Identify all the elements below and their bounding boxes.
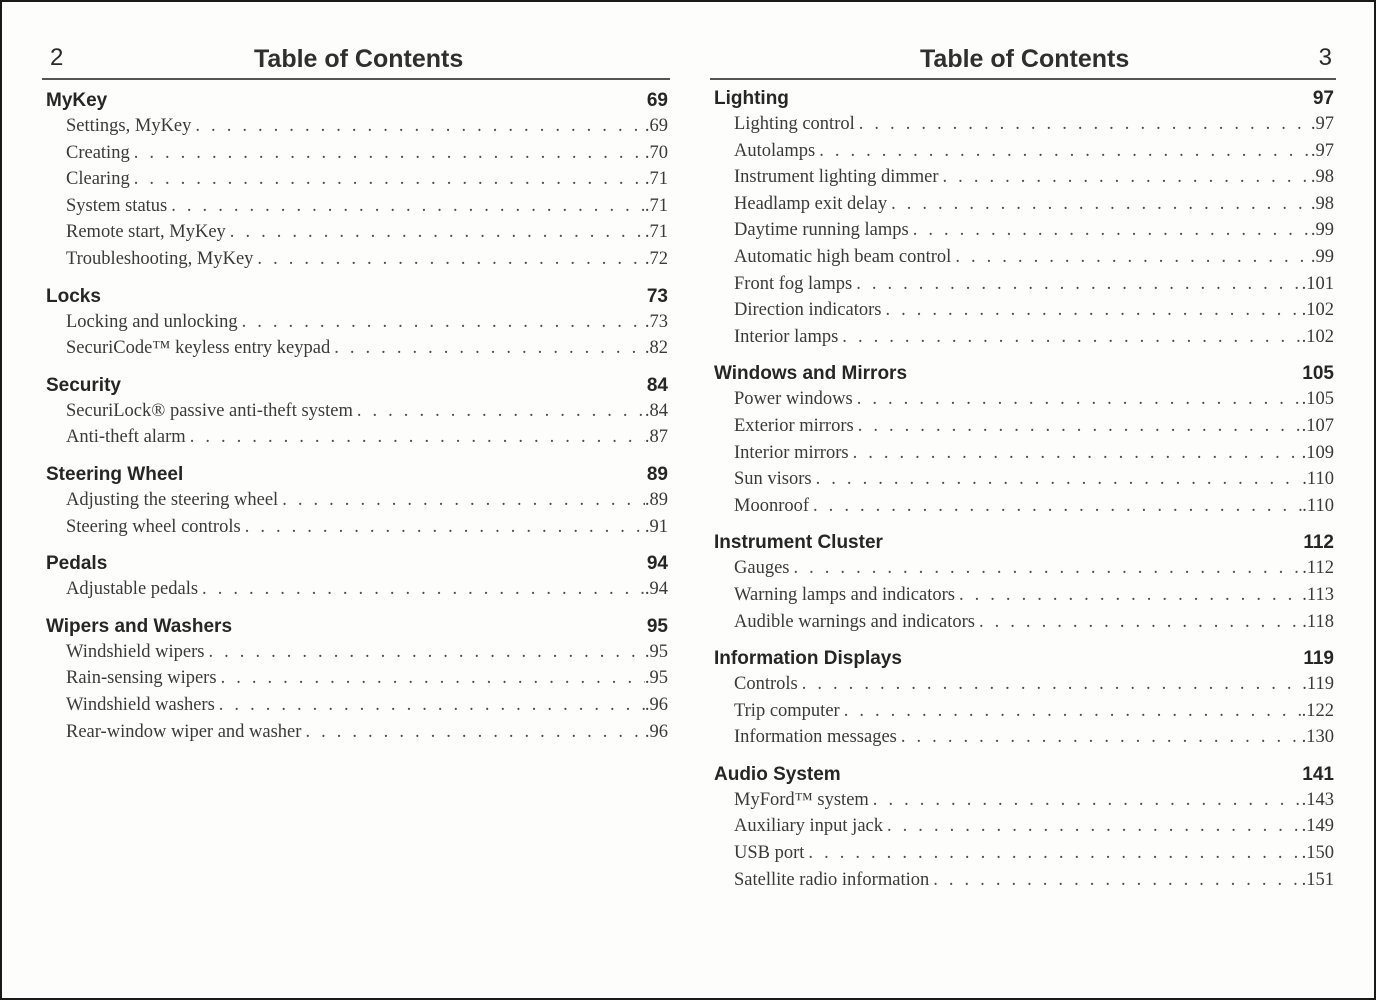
entry-page-number: .118	[1302, 611, 1334, 632]
dot-leader	[226, 222, 645, 243]
toc-entry[interactable]	[710, 674, 1336, 701]
section-heading[interactable]	[710, 648, 1336, 674]
section-page-number: 97	[1312, 88, 1334, 109]
dot-leader	[869, 790, 1302, 811]
toc-entry[interactable]	[710, 327, 1336, 354]
toc-entry[interactable]	[42, 249, 670, 276]
entry-title: Information messages	[734, 727, 897, 748]
entry-title: SecuriLock® passive anti-theft system	[66, 400, 353, 421]
entry-title: MyFord™ system	[734, 789, 869, 810]
entry-title: Windshield wipers	[66, 641, 205, 662]
entry-title: Audible warnings and indicators	[734, 611, 975, 632]
entry-title: Automatic high beam control	[734, 246, 952, 267]
entry-title: Locking and unlocking	[66, 311, 238, 332]
entry-page-number: .99	[1310, 246, 1334, 267]
dot-leader	[278, 490, 645, 511]
entry-page-number: .143	[1301, 789, 1334, 810]
entry-title: Anti-theft alarm	[66, 427, 186, 448]
dot-leader	[789, 558, 1302, 579]
toc-entry[interactable]	[42, 312, 670, 339]
entry-title: Settings, MyKey	[66, 116, 192, 136]
section-title: Lighting	[714, 88, 789, 109]
left-page-title: Table of Contents	[254, 45, 464, 73]
dot-leader	[809, 496, 1302, 517]
entry-page-number: .130	[1301, 727, 1334, 748]
toc-section	[42, 375, 670, 454]
section-heading[interactable]	[42, 464, 670, 490]
section-page-number: 112	[1303, 532, 1334, 554]
entry-title: Steering wheel controls	[66, 516, 241, 537]
toc-entry[interactable]	[710, 585, 1336, 612]
entry-page-number: .89	[644, 489, 668, 510]
entry-title: System status	[66, 195, 168, 216]
entry-page-number: .109	[1301, 442, 1334, 463]
entry-page-number: .95	[644, 641, 668, 662]
toc-entry[interactable]	[42, 668, 670, 695]
entry-page-number: .113	[1302, 584, 1334, 605]
left-toc-list	[42, 90, 670, 758]
section-heading[interactable]	[710, 532, 1336, 558]
toc-entry[interactable]	[42, 338, 670, 365]
toc-section	[710, 532, 1336, 638]
section-title: Instrument Cluster	[714, 532, 883, 554]
right-page-title: Table of Contents	[920, 45, 1130, 73]
toc-entry[interactable]	[42, 490, 670, 517]
entry-page-number: .96	[644, 694, 668, 715]
entry-page-number: .98	[1310, 193, 1334, 214]
toc-entry[interactable]	[42, 143, 670, 170]
entry-page-number: .95	[644, 668, 668, 689]
dot-leader	[217, 668, 645, 689]
dot-leader	[939, 167, 1311, 188]
entry-title: Satellite radio information	[734, 869, 930, 890]
section-page-number: 89	[646, 463, 668, 485]
section-page-number: 141	[1302, 763, 1334, 785]
dot-leader	[883, 816, 1302, 837]
section-heading[interactable]	[42, 616, 670, 642]
entry-page-number: .97	[1310, 114, 1334, 134]
toc-entry[interactable]	[42, 722, 670, 749]
dot-leader	[205, 642, 645, 663]
section-heading[interactable]	[42, 90, 670, 116]
dot-leader	[191, 116, 644, 137]
section-heading[interactable]	[42, 553, 670, 579]
entry-title: Daytime running lamps	[734, 220, 909, 241]
dot-leader	[330, 338, 645, 359]
toc-section	[42, 464, 670, 543]
left-page-header	[42, 44, 670, 80]
toc-entry[interactable]	[710, 469, 1336, 496]
toc-entry[interactable]	[710, 612, 1336, 639]
dot-leader	[215, 695, 645, 716]
section-heading[interactable]	[710, 363, 1336, 389]
toc-entry[interactable]	[42, 169, 670, 196]
entry-page-number: .69	[644, 116, 668, 136]
dot-leader	[804, 843, 1301, 864]
entry-title: Rear-window wiper and washer	[66, 721, 302, 742]
entry-page-number: .84	[644, 400, 668, 421]
entry-page-number: .107	[1301, 415, 1334, 436]
section-title: Wipers and Washers	[46, 615, 233, 637]
toc-entry[interactable]	[710, 816, 1336, 843]
entry-page-number: .150	[1301, 843, 1334, 864]
dot-leader	[897, 727, 1302, 748]
entry-title: Lighting control	[734, 114, 855, 134]
dot-leader	[838, 327, 1301, 348]
entry-page-number: .102	[1301, 300, 1334, 321]
toc-entry[interactable]	[710, 870, 1336, 897]
dot-leader	[353, 401, 645, 422]
entry-title: Interior lamps	[734, 326, 839, 347]
dot-leader	[909, 220, 1311, 241]
entry-page-number: .122	[1301, 700, 1334, 721]
toc-entry[interactable]	[42, 116, 670, 143]
toc-entry[interactable]	[710, 790, 1336, 817]
section-page-number: 105	[1302, 363, 1334, 385]
entry-page-number: .91	[644, 516, 668, 537]
entry-title: USB port	[734, 843, 805, 864]
dot-leader	[798, 674, 1303, 695]
entry-page-number: .98	[1310, 167, 1334, 188]
entry-page-number: .101	[1301, 273, 1334, 294]
section-heading[interactable]	[42, 286, 670, 312]
toc-entry[interactable]	[710, 558, 1336, 585]
toc-entry[interactable]	[710, 274, 1336, 301]
entry-page-number: .97	[1310, 140, 1334, 161]
toc-section	[710, 764, 1336, 896]
entry-title: Interior mirrors	[734, 442, 849, 463]
entry-page-number: .99	[1310, 220, 1334, 241]
section-title: Audio System	[714, 763, 841, 785]
entry-title: Warning lamps and indicators	[734, 584, 955, 605]
toc-entry[interactable]	[710, 247, 1336, 274]
toc-section	[42, 286, 670, 365]
toc-entry[interactable]	[42, 695, 670, 722]
section-heading[interactable]	[710, 88, 1336, 114]
dot-leader	[253, 249, 644, 270]
section-page-number: 84	[646, 374, 668, 396]
section-title: Security	[46, 374, 121, 396]
toc-section	[42, 90, 670, 276]
dot-leader	[186, 427, 645, 448]
toc-entry[interactable]	[710, 167, 1336, 194]
entry-page-number: .110	[1302, 495, 1334, 516]
entry-page-number: .119	[1302, 674, 1334, 695]
toc-entry[interactable]	[42, 222, 670, 249]
toc-entry[interactable]	[710, 194, 1336, 221]
toc-entry[interactable]	[710, 443, 1336, 470]
toc-entry[interactable]	[42, 196, 670, 223]
section-title: Information Displays	[714, 648, 902, 670]
section-title: Steering Wheel	[46, 463, 184, 485]
entry-title: Creating	[66, 142, 130, 163]
right-page-header	[710, 44, 1336, 80]
toc-entry[interactable]	[710, 389, 1336, 416]
entry-title: Rain-sensing wipers	[66, 668, 217, 689]
toc-section	[42, 616, 670, 748]
entry-page-number: .110	[1302, 469, 1334, 490]
entry-title: Remote start, MyKey	[66, 222, 226, 243]
entry-page-number: .112	[1302, 558, 1334, 579]
dot-leader	[198, 579, 645, 600]
left-page-number: 2	[50, 44, 64, 71]
dot-leader	[854, 416, 1302, 437]
entry-page-number: .96	[644, 721, 668, 742]
entry-page-number: .71	[644, 222, 668, 243]
entry-title: Autolamps	[734, 140, 816, 161]
entry-title: Troubleshooting, MyKey	[66, 248, 254, 269]
toc-entry[interactable]	[710, 727, 1336, 754]
dot-leader	[815, 141, 1311, 162]
dot-leader	[881, 300, 1301, 321]
toc-entry[interactable]	[42, 642, 670, 669]
entry-title: Moonroof	[734, 495, 810, 516]
toc-entry[interactable]	[42, 427, 670, 454]
entry-page-number: .151	[1301, 869, 1334, 890]
entry-page-number: .102	[1301, 326, 1334, 347]
toc-section	[42, 553, 670, 606]
dot-leader	[849, 443, 1302, 464]
entry-page-number: .149	[1301, 816, 1334, 837]
section-title: Locks	[46, 285, 101, 307]
toc-entry[interactable]	[710, 843, 1336, 870]
toc-entry[interactable]	[42, 579, 670, 606]
entry-page-number: .73	[644, 311, 668, 332]
entry-title: Windshield washers	[66, 694, 215, 715]
section-heading[interactable]	[42, 375, 670, 401]
dot-leader	[840, 701, 1302, 722]
section-heading[interactable]	[710, 764, 1336, 790]
toc-entry[interactable]	[710, 141, 1336, 168]
toc-entry[interactable]	[710, 300, 1336, 327]
toc-section	[710, 363, 1336, 522]
entry-page-number: .94	[644, 579, 668, 600]
entry-title: SecuriCode™ keyless entry keypad	[66, 338, 331, 359]
entry-title: Power windows	[734, 389, 853, 410]
toc-entry[interactable]	[710, 416, 1336, 443]
dot-leader	[951, 247, 1311, 268]
dot-leader	[929, 870, 1301, 891]
entry-page-number: .87	[644, 427, 668, 448]
section-page-number: 94	[646, 553, 668, 575]
entry-title: Adjusting the steering wheel	[66, 489, 279, 510]
section-page-number: 73	[646, 285, 668, 307]
section-page-number: 95	[646, 615, 668, 637]
section-page-number: 69	[646, 90, 668, 111]
dot-leader	[975, 612, 1302, 633]
section-page-number: 119	[1303, 648, 1334, 670]
entry-page-number: .105	[1301, 389, 1334, 410]
dot-leader	[167, 196, 645, 217]
dot-leader	[301, 722, 644, 743]
entry-title: Direction indicators	[734, 300, 882, 321]
entry-title: Sun visors	[734, 469, 812, 490]
section-title: Pedals	[46, 553, 108, 575]
section-title: MyKey	[46, 90, 108, 111]
dot-leader	[130, 169, 645, 190]
entry-title: Headlamp exit delay	[734, 193, 888, 214]
toc-section	[710, 648, 1336, 754]
dot-leader	[241, 517, 645, 538]
section-title: Windows and Mirrors	[714, 363, 908, 385]
entry-title: Exterior mirrors	[734, 415, 854, 436]
entry-title: Front fog lamps	[734, 273, 853, 294]
dot-leader	[853, 389, 1302, 410]
entry-title: Clearing	[66, 169, 130, 190]
toc-entry[interactable]	[710, 220, 1336, 247]
dot-leader	[852, 274, 1301, 295]
toc-entry[interactable]	[42, 517, 670, 544]
entry-title: Controls	[734, 674, 798, 695]
entry-page-number: .72	[644, 248, 668, 269]
entry-title: Instrument lighting dimmer	[734, 167, 939, 188]
dot-leader	[238, 312, 645, 333]
entry-page-number: .82	[644, 338, 668, 359]
toc-entry[interactable]	[42, 401, 670, 428]
entry-page-number: .71	[644, 169, 668, 190]
entry-title: Adjustable pedals	[66, 579, 199, 600]
entry-title: Trip computer	[734, 700, 840, 721]
toc-entry[interactable]	[710, 114, 1336, 141]
entry-title: Auxiliary input jack	[734, 816, 883, 837]
entry-page-number: .71	[644, 195, 668, 216]
entry-title: Gauges	[734, 558, 790, 579]
dot-leader	[887, 194, 1311, 215]
dot-leader	[955, 585, 1302, 606]
dot-leader	[812, 469, 1303, 490]
toc-entry[interactable]	[710, 701, 1336, 728]
toc-section	[710, 88, 1336, 353]
right-toc-list	[710, 88, 1336, 906]
dot-leader	[855, 114, 1311, 135]
toc-entry[interactable]	[710, 496, 1336, 523]
entry-page-number: .70	[644, 142, 668, 163]
right-page-number: 3	[1318, 44, 1332, 71]
dot-leader	[130, 143, 645, 164]
